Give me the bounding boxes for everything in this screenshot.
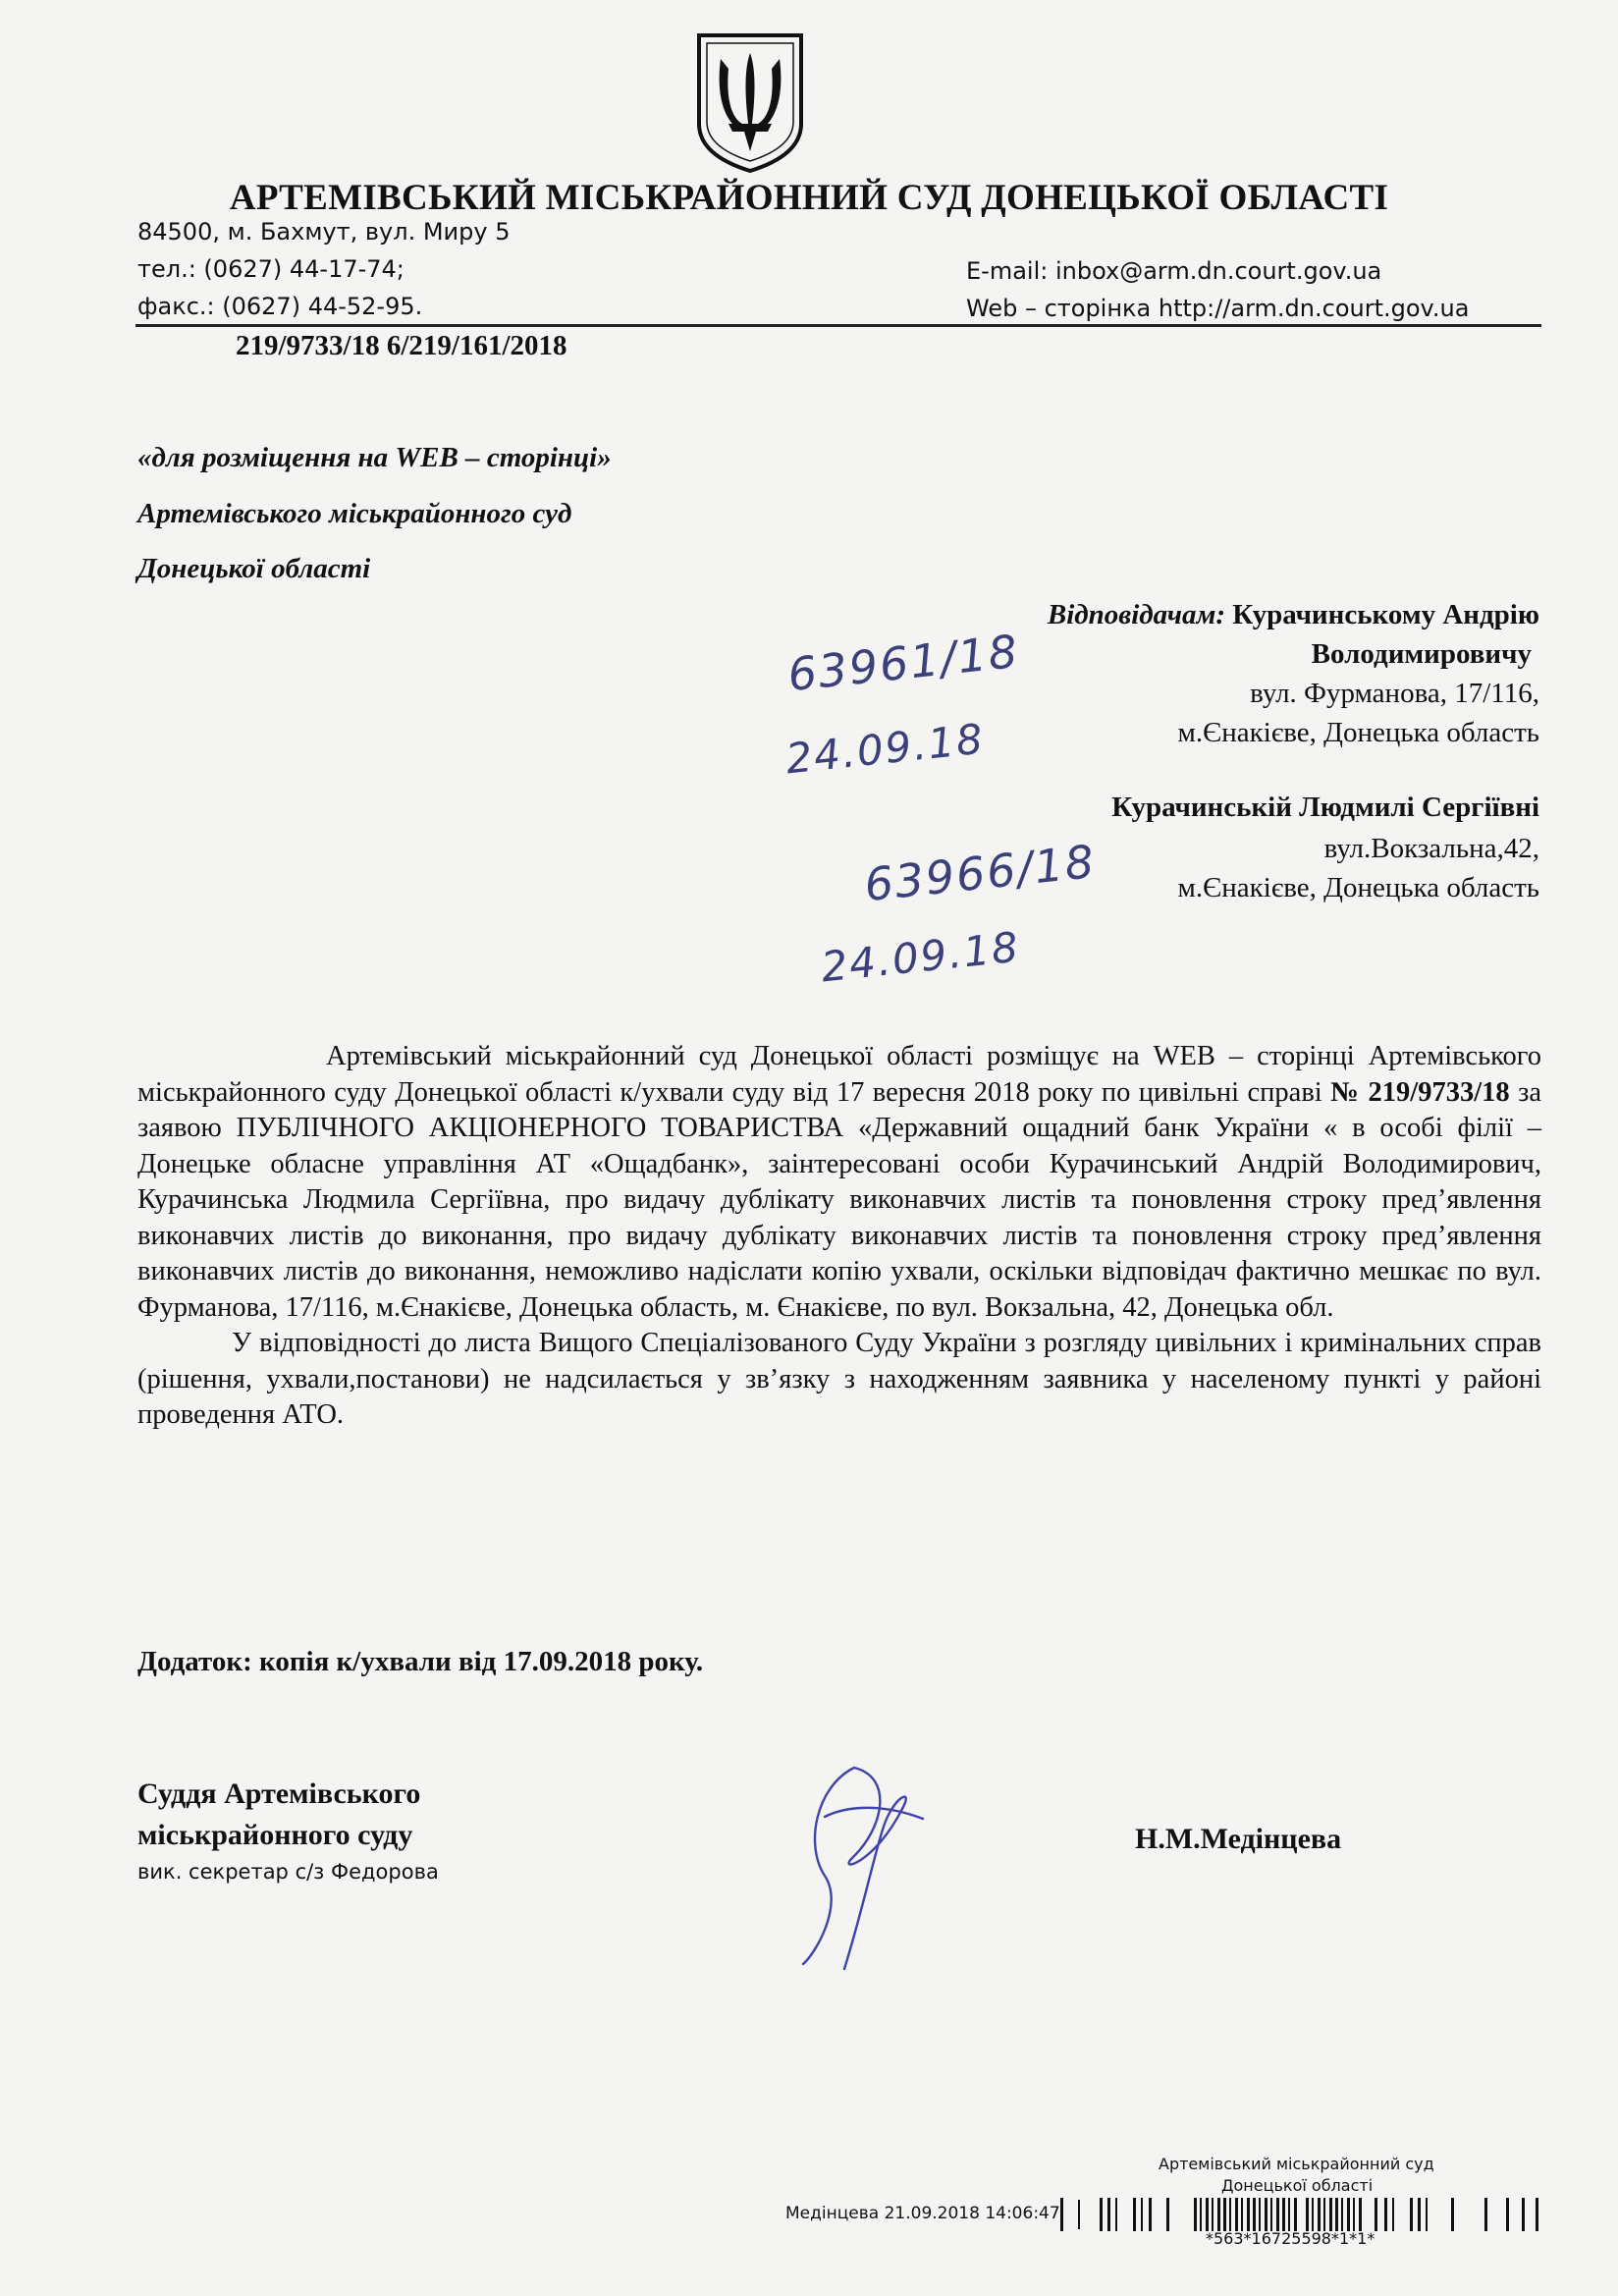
court-fax: факс.: (0627) 44-52-95. <box>137 293 423 320</box>
court-address: 84500, м. Бахмут, вул. Миру 5 <box>137 218 511 246</box>
placement-line-2: Артемівського міськрайонного суд <box>137 498 572 529</box>
body-paragraph-1-end: за заявою ПУБЛІЧНОГО АКЦІОНЕРНОГО ТОВАРИСТВА «Державний ощадний банк України « в особі філії – Донецьке обласне управління АТ «Ощадбанк», заінтересовані особи Курачинський Андрій Володимирович, Курачинська Людмила Сергіївна, про видачу дублікату виконавчих листів та поновлення строку пред’явлення виконавчих листів до виконання, про видачу дублікату виконавчих листів та поновлення строку пред’явлення виконавчих листів до виконання, неможливо надіслати копію ухвали, оскільки відповідач фактично мешкає по вул. Фурманова, 17/116, м.Єнакієве, Донецька область, м. Єнакієве, по вул. Вокзальна, 42, Донецька обл. <box>137 1076 1541 1323</box>
signer-role-line-2: міськрайонного суду <box>137 1819 413 1851</box>
court-name: АРТЕМІВСЬКИЙ МІСЬКРАЙОННИЙ СУД ДОНЕЦЬКОЇ ОБЛАСТІ <box>229 178 1389 218</box>
barcode-icon <box>1060 2198 1539 2231</box>
recipient-1-street: вул. Фурманова, 17/116, <box>1250 678 1539 709</box>
attachment-note: Додаток: копія к/ухвали від 17.09.2018 року. <box>137 1646 704 1677</box>
footer-stamp-line-2: Донецької області <box>1221 2176 1374 2195</box>
recipient-2-name: Курачинській Людмилі Сергіївні <box>1111 792 1539 823</box>
handwritten-signature-icon <box>785 1758 933 1974</box>
recipient-1-city: м.Єнакієве, Донецька область <box>1177 717 1539 748</box>
footer-timestamp: Медінцева 21.09.2018 14:06:47 <box>785 2204 1060 2223</box>
recipient-1-name-part-1: Курачинському Андрію <box>1232 599 1539 630</box>
coat-of-arms-icon <box>693 29 807 175</box>
body-paragraph-1 <box>137 1039 1541 1326</box>
body-case-number: № 219/9733/18 <box>1330 1076 1510 1108</box>
secretary-note: вик. секретар с/з Федорова <box>137 1860 439 1884</box>
recipient-1-name <box>1048 599 1539 631</box>
court-phone: тел.: (0627) 44-17-74; <box>137 255 404 283</box>
handwritten-note-2: 63966/18 <box>861 834 1099 912</box>
letter-body <box>137 1039 1541 1434</box>
signer-name: Н.М.Медінцева <box>1135 1823 1342 1855</box>
placement-line-3: Донецької області <box>137 553 371 584</box>
recipients-label: Відповідачам: <box>1047 599 1226 630</box>
handwritten-note-1: 63961/18 <box>784 624 1022 702</box>
header-divider <box>135 324 1541 327</box>
footer-stamp-line-1: Артемівський міськрайонний суд <box>1159 2155 1434 2173</box>
recipient-1-name-part-2: Володимировичу <box>1311 638 1532 670</box>
placement-line-1: «для розміщення на WEB – сторінці» <box>137 442 612 473</box>
court-web: Web – сторінка http://arm.dn.court.gov.ua <box>966 295 1470 322</box>
signer-role-line-1: Суддя Артемівського <box>137 1777 421 1810</box>
handwritten-date-2: 24.09.18 <box>818 922 1023 992</box>
recipient-2-city: м.Єнакієве, Донецька область <box>1177 872 1539 903</box>
case-number: 219/9733/18 6/219/161/2018 <box>236 330 567 361</box>
court-email: E-mail: inbox@arm.dn.court.gov.ua <box>966 257 1382 285</box>
body-paragraph-1-start: Артемівський міськрайонний суд Донецької області розміщує на WEB – сторінці Артемівського міськрайонного суду Донецької області к/ухвали суду від 17 вересня 2018 року по цивільні справі <box>137 1041 1541 1108</box>
recipient-2-street: вул.Вокзальна,42, <box>1323 833 1539 864</box>
barcode-text: *563*16725598*1*1* <box>1206 2229 1375 2248</box>
handwritten-date-1: 24.09.18 <box>782 714 988 784</box>
body-paragraph-2: У відповідності до листа Вищого Спеціалізованого Суду України з розгляду цивільних і кримінальних справ (рішення, ухвали,постанови) не надсилається у зв’язку з находженням заявника у населеному пункті у районі проведення АТО. <box>137 1328 1541 1430</box>
